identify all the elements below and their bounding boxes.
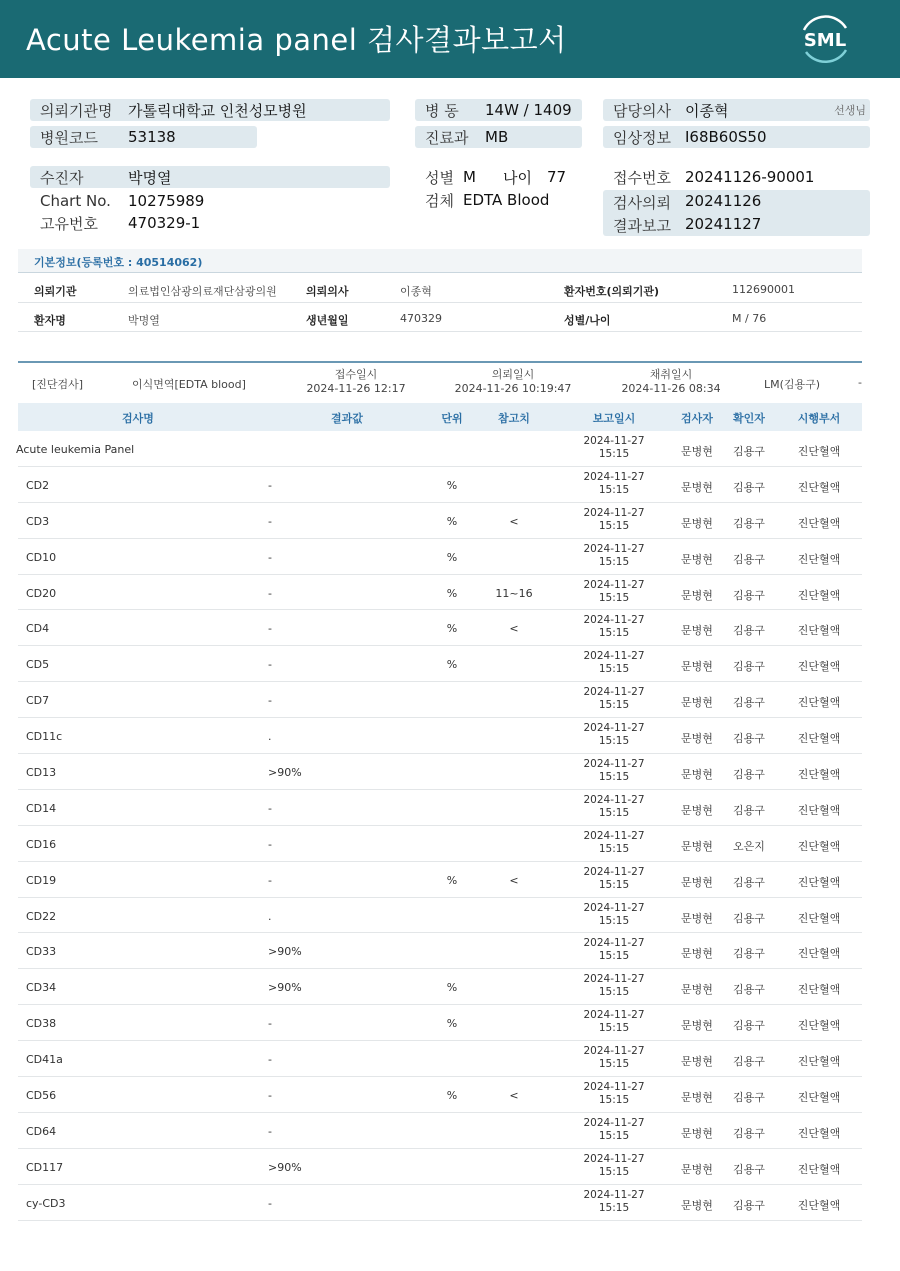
- report-datetime: [583, 902, 644, 928]
- test-name: CD41a: [26, 1053, 63, 1067]
- confirmer: 김용구: [733, 1091, 765, 1105]
- department: 진단혈액: [797, 1198, 841, 1212]
- technician: 문병현: [681, 1019, 713, 1033]
- test-name: CD117: [26, 1160, 64, 1174]
- unit: %: [446, 873, 458, 887]
- confirmer: 김용구: [733, 552, 765, 566]
- technician: 문병현: [681, 983, 713, 997]
- technician: 문병현: [681, 624, 713, 638]
- receipt-label: 접수번호: [613, 168, 671, 187]
- technician: 문병현: [681, 1198, 713, 1212]
- report-time: 15:15: [598, 1058, 630, 1071]
- report-time: 15:15: [598, 448, 630, 460]
- report-time: 15:15: [598, 591, 630, 604]
- report-datetime: [583, 507, 644, 533]
- report-time: 15:15: [598, 483, 630, 496]
- dept-row: [415, 126, 582, 148]
- table-row: [18, 1005, 862, 1041]
- unit: %: [446, 1017, 458, 1031]
- report-label: 결과보고: [613, 217, 671, 235]
- report-datetime: [583, 543, 644, 569]
- confirmer: 김용구: [733, 1126, 765, 1140]
- confirmer: 김용구: [733, 875, 765, 889]
- report-date: 2024-11-27: [583, 937, 645, 950]
- sex-label: 성별: [425, 168, 454, 187]
- report-date: 2024-11-27: [583, 793, 645, 806]
- chart-value: 10275989: [128, 192, 205, 210]
- department: 진단혈액: [797, 660, 841, 674]
- result-value: -: [268, 478, 272, 492]
- birth-key: 생년월일: [306, 314, 349, 327]
- doctor-key: 의뢰의사: [306, 285, 349, 298]
- unit: %: [446, 981, 458, 995]
- result-value: -: [268, 1053, 272, 1067]
- reference-range: <: [509, 514, 519, 528]
- received-label: 접수일시: [334, 368, 378, 381]
- doctor-value-2: 이종혁: [400, 285, 432, 298]
- report-value: 20241127: [685, 215, 762, 233]
- result-value: -: [268, 694, 272, 708]
- report-time: 15:15: [598, 914, 630, 927]
- confirmer: 김용구: [733, 1019, 765, 1033]
- doctor-value: 이종혁: [685, 101, 729, 120]
- report-datetime: [583, 614, 644, 640]
- report-time: 15:15: [598, 1165, 630, 1178]
- result-value: -: [268, 550, 272, 564]
- col-confirmer: 확인자: [733, 412, 765, 425]
- request-value: 20241126: [685, 192, 762, 210]
- department: 진단혈액: [797, 875, 841, 889]
- department: 진단혈액: [797, 1126, 841, 1140]
- meta-specimen: 이식면역[EDTA blood]: [132, 378, 246, 391]
- received-value: 2024-11-26 12:17: [306, 382, 406, 395]
- sexage-key: 성별/나이: [564, 314, 611, 327]
- report-date: 2024-11-27: [583, 470, 645, 483]
- report-date: 2024-11-27: [583, 614, 645, 627]
- confirmer: 김용구: [733, 516, 765, 530]
- report-time: 15:15: [598, 663, 630, 676]
- test-name: CD7: [26, 694, 50, 708]
- unit: %: [446, 586, 458, 600]
- request-report-box: [603, 190, 870, 236]
- report-date: 2024-11-27: [583, 1152, 645, 1165]
- dept-value: MB: [485, 128, 509, 146]
- report-time: 15:15: [598, 1094, 630, 1107]
- report-time: 15:15: [598, 1129, 630, 1142]
- result-value: .: [268, 730, 272, 744]
- table-row: [18, 826, 862, 862]
- technician: 문병현: [681, 516, 713, 530]
- result-value: -: [268, 1089, 272, 1103]
- col-reference: 참고치: [498, 412, 530, 425]
- result-value: -: [268, 514, 272, 528]
- result-value: -: [268, 1196, 272, 1210]
- test-name: CD10: [26, 550, 57, 564]
- test-name: CD38: [26, 1017, 57, 1031]
- department: 진단혈액: [797, 983, 841, 997]
- result-value: -: [268, 586, 272, 600]
- technician: 문병현: [681, 1162, 713, 1176]
- test-name: CD16: [26, 837, 57, 851]
- institution-row: [30, 99, 390, 121]
- report-datetime: [583, 1189, 644, 1215]
- report-datetime: [583, 830, 644, 856]
- report-datetime: [583, 1009, 644, 1035]
- department: 진단혈액: [797, 588, 841, 602]
- result-value: -: [268, 801, 272, 815]
- department: 진단혈액: [797, 911, 841, 925]
- confirmer: 김용구: [733, 588, 765, 602]
- report-time: 15:15: [598, 519, 630, 532]
- chart-row: [30, 190, 390, 212]
- doctor-suffix: 선생님: [834, 104, 866, 117]
- unit: %: [446, 622, 458, 636]
- result-value: .: [268, 909, 272, 923]
- confirmer: 김용구: [733, 911, 765, 925]
- logo-text: SML: [803, 30, 847, 51]
- report-time: 15:15: [598, 878, 630, 891]
- result-value: -: [268, 1017, 272, 1031]
- receipt-value: 20241126-90001: [685, 168, 815, 186]
- technician: 문병현: [681, 552, 713, 566]
- doctor-label: 담당의사: [613, 101, 671, 120]
- department: 진단혈액: [797, 480, 841, 494]
- table-row: [18, 718, 862, 754]
- confirmer: 김용구: [733, 732, 765, 746]
- report-date: 2024-11-27: [583, 1116, 645, 1129]
- sml-logo: [796, 12, 854, 66]
- report-datetime: [583, 1081, 644, 1107]
- table-row: [18, 1185, 862, 1221]
- test-name: CD33: [26, 945, 57, 959]
- result-value: -: [268, 837, 272, 851]
- table-row: [18, 862, 862, 898]
- result-value: >90%: [268, 1160, 302, 1174]
- report-date: 2024-11-27: [583, 650, 645, 663]
- report-datetime: [583, 1153, 644, 1179]
- ptno-key: 환자번호(의뢰기관): [564, 285, 660, 298]
- report-datetime: [583, 937, 644, 963]
- test-name: CD4: [26, 622, 50, 636]
- result-value: -: [268, 873, 272, 887]
- unit: %: [446, 478, 458, 492]
- confirmer: 오은지: [733, 839, 765, 853]
- patient-row: [30, 166, 390, 188]
- report-time: 15:15: [598, 986, 630, 999]
- test-name: Acute leukemia Panel: [16, 443, 135, 456]
- report-date: 2024-11-27: [583, 1081, 645, 1094]
- unit: %: [446, 514, 458, 528]
- report-date: 2024-11-27: [583, 901, 645, 914]
- patient-value: 박명열: [128, 168, 172, 187]
- specimen-label: 검체: [425, 191, 454, 210]
- table-row: [18, 610, 862, 646]
- basic-info-row-1: [18, 275, 862, 303]
- test-name: CD64: [26, 1124, 57, 1138]
- clinical-value: I68B60S50: [685, 128, 767, 146]
- inst-key: 의뢰기관: [34, 285, 77, 298]
- test-name: CD13: [26, 766, 57, 780]
- department: 진단혈액: [797, 803, 841, 817]
- test-name: CD19: [26, 873, 57, 887]
- report-date: 2024-11-27: [583, 1009, 645, 1022]
- test-name: CD56: [26, 1089, 57, 1103]
- confirmer: 김용구: [733, 1198, 765, 1212]
- unique-row: [30, 212, 390, 234]
- basic-info-row-2: [18, 304, 862, 332]
- hospital-code-value: 53138: [128, 128, 176, 146]
- test-name: CD11c: [26, 730, 63, 744]
- table-row: [18, 431, 862, 467]
- report-time: 15:15: [598, 627, 630, 640]
- meta-collected: [618, 368, 724, 396]
- technician: 문병현: [681, 445, 713, 458]
- test-name: CD20: [26, 586, 57, 600]
- clinical-label: 임상정보: [613, 128, 671, 147]
- table-row: [18, 754, 862, 790]
- report-date: 2024-11-27: [583, 542, 645, 555]
- technician: 문병현: [681, 588, 713, 602]
- unit: %: [446, 658, 458, 672]
- department: 진단혈액: [797, 732, 841, 746]
- report-datetime: [583, 1117, 644, 1143]
- test-name: CD5: [26, 658, 50, 672]
- technician: 문병현: [681, 839, 713, 853]
- test-name: CD22: [26, 909, 57, 923]
- report-time: 15:15: [598, 842, 630, 855]
- report-date: 2024-11-27: [583, 973, 645, 986]
- col-result: 결과값: [331, 412, 363, 425]
- col-report-date: 보고일시: [592, 412, 636, 425]
- report-time: 15:15: [598, 950, 630, 963]
- table-row: [18, 503, 862, 539]
- birth-value: 470329: [400, 312, 442, 325]
- department: 진단혈액: [797, 1091, 841, 1105]
- meta-received: [303, 368, 409, 396]
- unit: %: [446, 550, 458, 564]
- test-name: cy-CD3: [26, 1196, 66, 1210]
- confirmer: 김용구: [733, 445, 765, 458]
- report-date: 2024-11-27: [583, 829, 645, 842]
- report-datetime: [583, 1045, 644, 1071]
- collected-value: 2024-11-26 08:34: [621, 382, 721, 395]
- report-datetime: [583, 973, 644, 999]
- unit: %: [446, 1089, 458, 1103]
- result-value: -: [268, 622, 272, 636]
- result-value: -: [268, 1124, 272, 1138]
- result-value: >90%: [268, 981, 302, 995]
- table-row: [18, 1041, 862, 1077]
- ptno-value: 112690001: [732, 283, 795, 296]
- department: 진단혈액: [797, 445, 841, 458]
- report-date: 2024-11-27: [583, 865, 645, 878]
- report-date: 2024-11-27: [583, 1045, 645, 1058]
- confirmer: 김용구: [733, 803, 765, 817]
- table-row: [18, 933, 862, 969]
- age-label: 나이: [503, 168, 532, 187]
- name-value: 박명열: [128, 314, 160, 327]
- report-time: 15:15: [598, 1022, 630, 1035]
- report-time: 15:15: [598, 771, 630, 784]
- confirmer: 김용구: [733, 768, 765, 782]
- report-time: 15:15: [598, 735, 630, 748]
- report-time: 15:15: [598, 699, 630, 712]
- institution-value: 가톨릭대학교 인천성모병원: [128, 101, 307, 120]
- test-name: CD14: [26, 801, 57, 815]
- table-row: [18, 539, 862, 575]
- report-date: 2024-11-27: [583, 506, 645, 519]
- institution-label: 의뢰기관명: [40, 101, 113, 120]
- department: 진단혈액: [797, 624, 841, 638]
- report-datetime: [583, 722, 644, 748]
- hospital-code-row: [30, 126, 257, 148]
- confirmer: 김용구: [733, 1162, 765, 1176]
- report-datetime: [583, 435, 644, 461]
- table-row: [18, 1149, 862, 1185]
- ward-row: [415, 99, 582, 121]
- test-name: CD2: [26, 478, 50, 492]
- basic-info-title: 기본정보(등록번호 : 40514062): [18, 249, 862, 273]
- table-row: [18, 467, 862, 503]
- technician: 문병현: [681, 1126, 713, 1140]
- report-date: 2024-11-27: [583, 686, 645, 699]
- department: 진단혈액: [797, 768, 841, 782]
- technician: 문병현: [681, 732, 713, 746]
- report-datetime: [583, 650, 644, 676]
- technician: 문병현: [681, 947, 713, 961]
- test-name: CD3: [26, 514, 50, 528]
- meta-lm: LM(김용구): [764, 378, 821, 391]
- chart-label: Chart No.: [40, 192, 111, 210]
- department: 진단혈액: [797, 1019, 841, 1033]
- confirmer: 김용구: [733, 983, 765, 997]
- report-datetime: [583, 794, 644, 820]
- table-row: [18, 575, 862, 611]
- col-department: 시행부서: [797, 412, 841, 425]
- department: 진단혈액: [797, 516, 841, 530]
- report-date: 2024-11-27: [583, 435, 645, 447]
- report-datetime: [583, 758, 644, 784]
- department: 진단혈액: [797, 839, 841, 853]
- meta-requested: [451, 368, 575, 396]
- result-value: >90%: [268, 945, 302, 959]
- sexage-value: M / 76: [732, 312, 767, 325]
- sex-value: M: [463, 168, 476, 186]
- department: 진단혈액: [797, 947, 841, 961]
- confirmer: 김용구: [733, 660, 765, 674]
- report-title: Acute Leukemia panel 검사결과보고서: [26, 23, 567, 57]
- report-date: 2024-11-27: [583, 722, 645, 735]
- technician: 문병현: [681, 911, 713, 925]
- age-value: 77: [547, 168, 567, 186]
- department: 진단혈액: [797, 696, 841, 710]
- result-value: >90%: [268, 766, 302, 780]
- department: 진단혈액: [797, 1055, 841, 1069]
- department: 진단혈액: [797, 552, 841, 566]
- inst-value: 의료법인삼광의료재단삼광의원: [128, 285, 277, 298]
- specimen-row: [415, 189, 585, 211]
- report-date: 2024-11-27: [583, 578, 645, 591]
- col-unit: 단위: [441, 412, 463, 425]
- reference-range: <: [509, 873, 519, 887]
- confirmer: 김용구: [733, 1055, 765, 1069]
- hospital-code-label: 병원코드: [40, 128, 98, 147]
- doctor-row: [603, 99, 870, 121]
- confirmer: 김용구: [733, 624, 765, 638]
- ward-value: 14W / 1409: [485, 101, 572, 119]
- table-row: [18, 682, 862, 718]
- results-table-body: [18, 431, 862, 1221]
- request-label: 검사의뢰: [613, 194, 671, 212]
- confirmer: 김용구: [733, 696, 765, 710]
- confirmer: 김용구: [733, 480, 765, 494]
- report-datetime: [583, 686, 644, 712]
- result-value: -: [268, 658, 272, 672]
- report-time: 15:15: [598, 806, 630, 819]
- technician: 문병현: [681, 1091, 713, 1105]
- table-row: [18, 1113, 862, 1149]
- meta-category: [진단검사]: [32, 378, 84, 391]
- confirmer: 김용구: [733, 947, 765, 961]
- report-datetime: [583, 579, 644, 605]
- requested-label: 의뢰일시: [491, 368, 535, 381]
- test-name: CD34: [26, 981, 57, 995]
- table-row: [18, 790, 862, 826]
- reference-range: <: [509, 622, 519, 636]
- specimen-meta-bar: [18, 361, 862, 401]
- sex-age-row: [415, 166, 585, 188]
- patient-label: 수진자: [40, 168, 84, 187]
- report-banner: [0, 0, 900, 78]
- technician: 문병현: [681, 875, 713, 889]
- col-test-name: 검사명: [122, 412, 154, 425]
- dept-label: 진료과: [425, 128, 469, 147]
- collected-label: 채취일시: [649, 368, 693, 381]
- technician: 문병현: [681, 768, 713, 782]
- ward-label: 병 동: [425, 101, 459, 120]
- technician: 문병현: [681, 480, 713, 494]
- requested-value: 2024-11-26 10:19:47: [454, 382, 572, 395]
- report-datetime: [583, 471, 644, 497]
- technician: 문병현: [681, 696, 713, 710]
- report-date: 2024-11-27: [583, 758, 645, 771]
- table-row: [18, 898, 862, 934]
- col-technician: 검사자: [681, 412, 713, 425]
- receipt-row: [603, 166, 870, 188]
- report-time: 15:15: [598, 555, 630, 568]
- reference-range: 11~16: [495, 586, 533, 600]
- table-row: [18, 646, 862, 682]
- technician: 문병현: [681, 1055, 713, 1069]
- name-key: 환자명: [34, 314, 66, 327]
- table-row: [18, 1077, 862, 1113]
- clinical-row: [603, 126, 870, 148]
- reference-range: <: [509, 1089, 519, 1103]
- specimen-value: EDTA Blood: [463, 191, 550, 209]
- table-row: [18, 969, 862, 1005]
- report-time: 15:15: [598, 1201, 630, 1214]
- technician: 문병현: [681, 803, 713, 817]
- results-table-header: [18, 403, 862, 431]
- technician: 문병현: [681, 660, 713, 674]
- department: 진단혈액: [797, 1162, 841, 1176]
- unique-label: 고유번호: [40, 214, 98, 233]
- report-datetime: [583, 866, 644, 892]
- report-date: 2024-11-27: [583, 1188, 645, 1201]
- meta-trailing: -: [858, 376, 862, 389]
- unique-value: 470329-1: [128, 214, 201, 232]
